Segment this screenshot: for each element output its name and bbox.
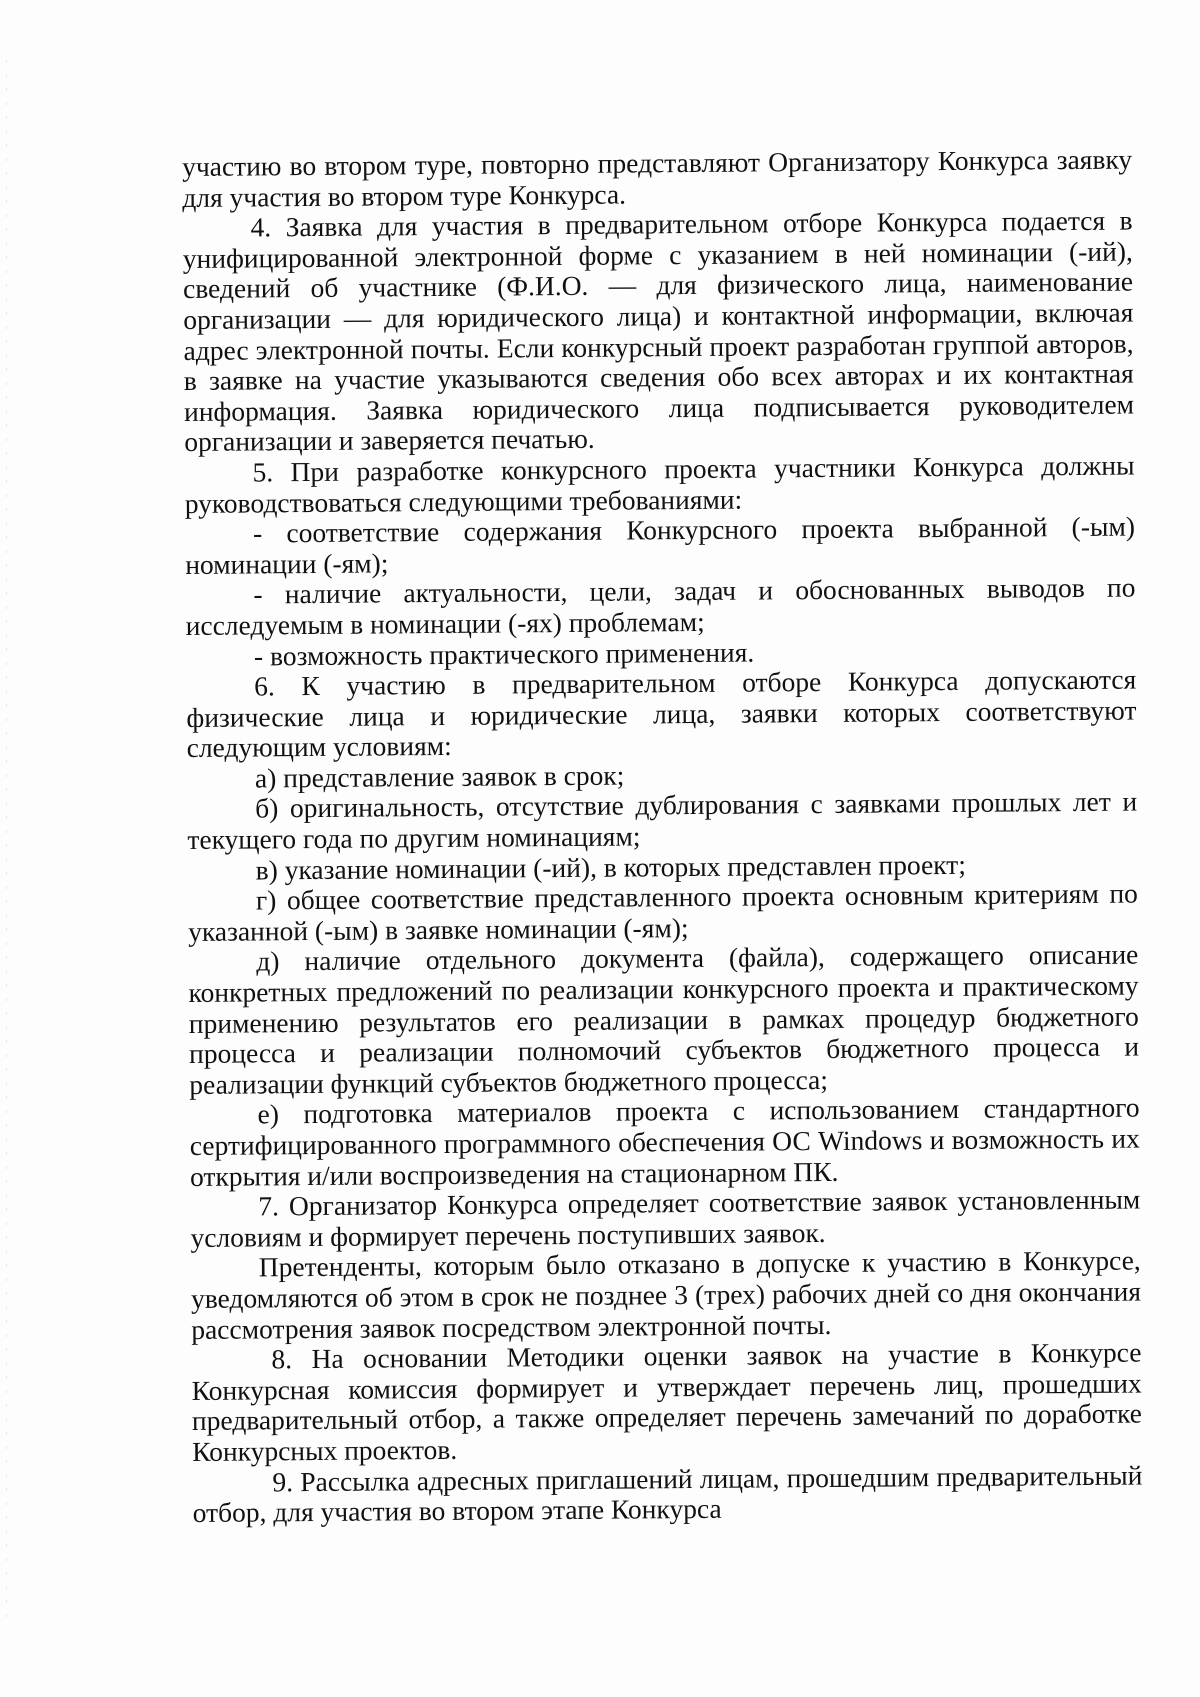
condition-item-g: г) общее соответствие представленного проекта основным критериям по указанной (-ым) в заявке номинации (-ям); — [187, 877, 1138, 947]
paragraph-item-9: 9. Рассылка адресных приглашений лицам, прошедшим предварительный отбор, для участия во втором этапе Конкурса — [192, 1459, 1143, 1529]
requirement-item-3: - возможность практического применения. — [253, 636, 755, 671]
condition-item-b: б) оригинальность, отсутствие дублирования с заявками прошлых лет и текущего года по другим номинациям; — [187, 785, 1138, 856]
paragraph-applicants-notice: Претенденты, которым было отказано в допуске к участию в Конкурсе, уведомляются об этом в срок не позднее 3 (трех) рабочих дней со дня окончания рассмотрения заявок посредством электронной почты. — [190, 1244, 1142, 1345]
requirement-item-1: - соответствие содержания Конкурсного проекта выбранной (-ым) номинации (-ям); — [185, 510, 1136, 580]
paragraph-continuation: участию во втором туре, повторно представляют Организатору Конкурса заявку для участия во втором туре Конкурса. — [181, 143, 1133, 213]
paragraph-item-6: 6. К участию в предварительном отборе Конкурса допускаются физические лица и юридические лица, заявки которых соответствуют следующим условиям: — [186, 663, 1137, 764]
document-body — [182, 145, 1143, 1529]
condition-item-e: е) подготовка материалов проекта с использованием стандартного сертифицированного программного обеспечения ОС Windows и возможность их открытия и/или воспроизведения на стационарном ПК. — [189, 1091, 1140, 1192]
paragraph-item-4: 4. Заявка для участия в предварительном отборе Конкурса подается в унифицированной электронной форме с указанием в ней номинации (-ий), сведений об участнике (Ф.И.О. — для физического лица, наименование организации — для юридического лица) и контактной информации, включая адрес электронной почты. Если конкурсный проект разработан группой авторов, в заявке на участие указываются сведения обо всех авторах и их контактная информация. Заявка юридического лица подписывается руководителем организации и заверяется печатью. — [182, 204, 1135, 458]
condition-item-v: в) указание номинации (-ий), в которых представлен проект; — [255, 848, 967, 886]
scan-margin-artifact — [6, 60, 7, 1620]
paragraph-item-5: 5. При разработке конкурсного проекта участники Конкурса должны руководствоваться следующими требованиями: — [184, 449, 1135, 519]
condition-item-d: д) наличие отдельного документа (файла), содержащего описание конкретных предложений по реализации конкурсного проекта и практическому применению результатов его реализации в рамках процедур бюджетного процесса и реализации полномочий субъектов бюджетного процесса и реализации функций субъектов бюджетного процесса; — [188, 938, 1140, 1100]
paragraph-item-7: 7. Организатор Конкурса определяет соответствие заявок установленным условиям и формирует перечень поступивших заявок. — [190, 1183, 1141, 1253]
condition-item-a: а) представление заявок в срок; — [254, 759, 625, 794]
requirement-item-2: - наличие актуальности, цели, задач и обоснованных выводов по исследуемым в номинации (-ях) проблемам; — [185, 571, 1136, 641]
paragraph-item-8: 8. На основании Методики оценки заявок на участие в Конкурсе Конкурсная комиссия формирует и утверждает перечень лиц, прошедших предварительный отбор, а также определяет перечень замечаний по доработке Конкурсных проектов. — [191, 1336, 1143, 1467]
